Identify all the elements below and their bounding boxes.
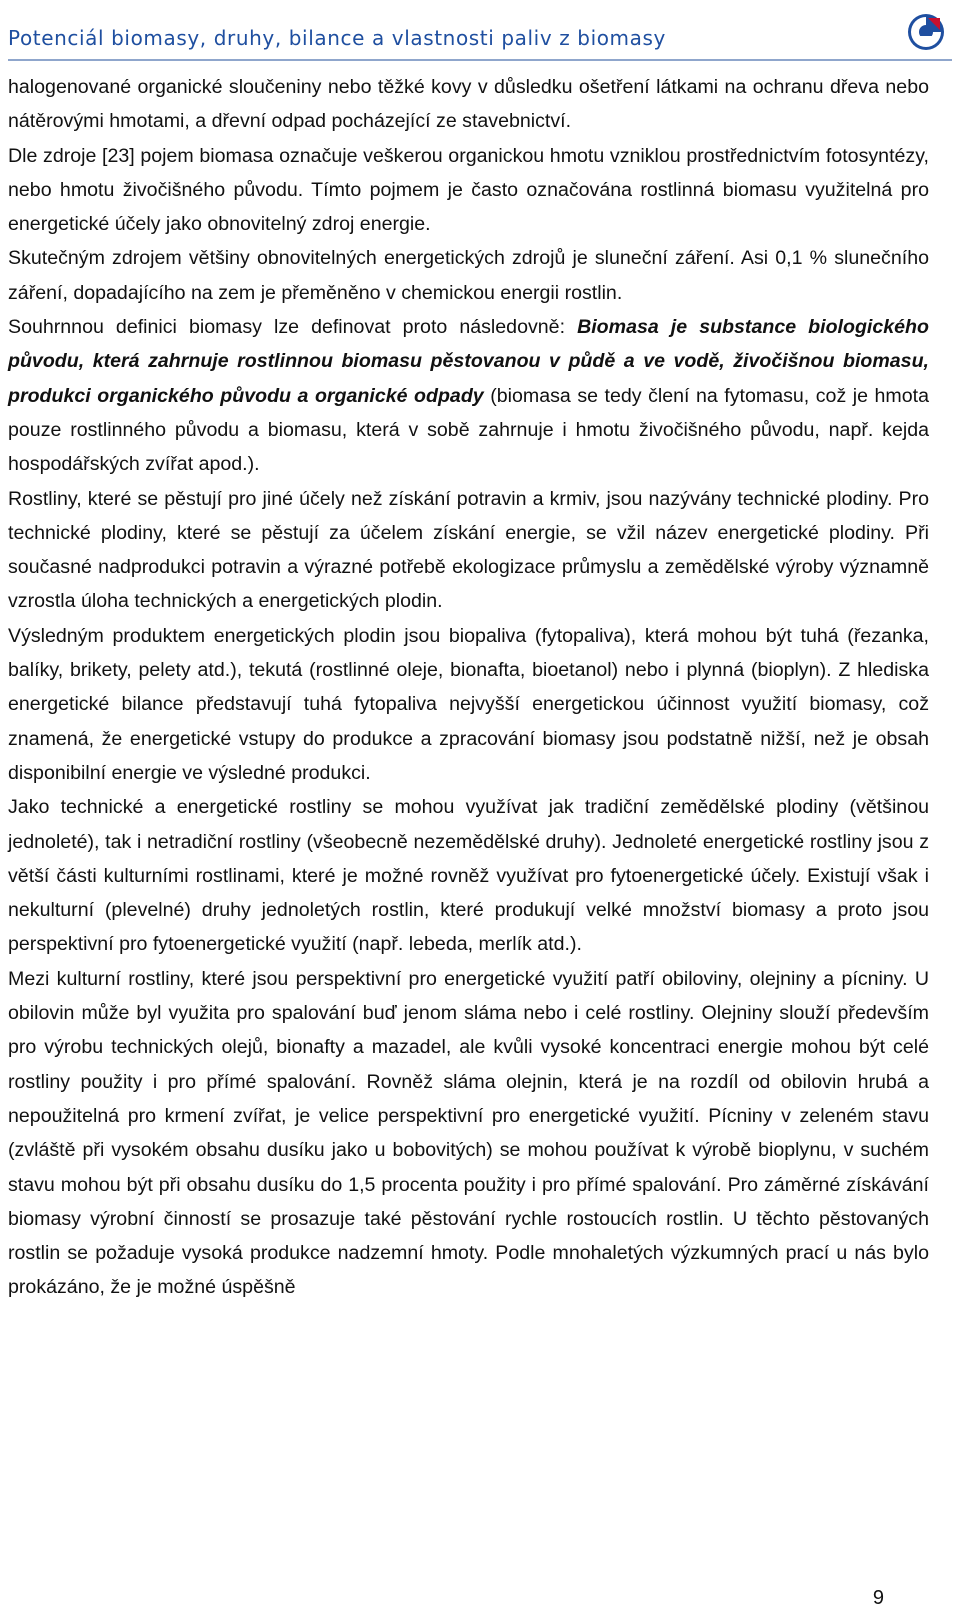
header-title: Potenciál biomasy, druhy, bilance a vlastnosti paliv z biomasy bbox=[8, 26, 666, 50]
definition-tail: (biomasa se tedy člení na fytomasu, což je hmota pouze rostlinného původu a biomasu, která v sobě zahrnuje i hmotu živočišného původu, např. kejda hospodářských zvířat apod.). bbox=[8, 384, 929, 476]
definition-lead: Souhrnnou definici biomasy lze definovat proto následovně: bbox=[8, 316, 578, 339]
body-text bbox=[8, 70, 929, 1305]
biomass-definition: Biomasa je substance biologického původu, která zahrnuje rostlinnou biomasu pěstovanou v půdě a ve vodě, živočišnou biomasu, produkci organického původu a organické odpady bbox=[8, 316, 929, 407]
running-header bbox=[8, 24, 952, 60]
paragraph: Rostliny, které se pěstují pro jiné účely než získání potravin a krmiv, jsou nazývány technické plodiny. Pro technické plodiny, které se pěstují za účelem získání energie, se vžil název energetické plodiny. Při současné nadprodukci potravin a výrazné potřebě ekologizace průmyslu a zemědělské výroby významně vzrostla úloha technických a energetických plodin. bbox=[8, 487, 929, 613]
paragraph: Skutečným zdrojem většiny obnovitelných energetických zdrojů je sluneční záření. Asi 0,1 % slunečního záření, dopadajícího na zem je přeměněno v chemickou energii rostlin. bbox=[8, 247, 929, 304]
paragraph: halogenované organické sloučeniny nebo těžké kovy v důsledku ošetření látkami na ochranu dřeva nebo nátěrovými hmotami, a dřevní odpad pocházející ze stavebnictví. bbox=[8, 76, 929, 133]
paragraph: Mezi kulturní rostliny, které jsou perspektivní pro energetické využití patří obiloviny, olejniny a pícniny. U obilovin může byl využita pro spalování buď jenom sláma nebo i celé rostliny. Olejniny slouží především pro výrobu technických olejů, bionafty a mazadel, ale kvůli vysoké koncentraci energie mohou být celé rostliny použity i pro přímé spalování. Rovněž sláma olejnin, která je na rozdíl od obilovin hrubá a nepoužitelná pro krmení zvířat, je velice perspektivní pro energetické využití. Pícniny v zeleném stavu (zvláště při vysokém obsahu dusíku jako u bobovitých) se mohou používat k výrobě bioplynu, v suchém stavu mohou být při obsahu dusíku do 1,5 procenta použity i pro přímé spalování. Pro záměrné získávání biomasy výrobní činností se prosazuje také pěstování rychle rostoucích rostlin. U těchto pěstovaných rostlin se požaduje vysoká produkce nadzemní hmoty. Podle mnohaletých výzkumných prací u nás bylo prokázáno, že je možné úspěšně bbox=[8, 967, 929, 1299]
page-number: 9 bbox=[872, 1587, 884, 1609]
paragraph: Výsledným produktem energetických plodin jsou biopaliva (fytopaliva), která mohou být tuhá (řezanka, balíky, brikety, pelety atd.), tekutá (rostlinné oleje, bionafta, bioetanol) nebo i plynná (bioplyn). Z hlediska energetické bilance představují tuhá fytopaliva nejvyšší energetickou účinnost využití biomasy, což znamená, že energetické vstupy do produkce a zpracování biomasy jsou podstatně nižší, než je obsah disponibilní energie ve výsledné produkci. bbox=[8, 624, 929, 784]
institution-logo-icon bbox=[906, 12, 946, 52]
header-divider bbox=[8, 59, 952, 61]
definition-paragraph bbox=[8, 310, 929, 481]
paragraph: Dle zdroje [23] pojem biomasa označuje veškerou organickou hmotu vzniklou prostřednictvím fotosyntézy, nebo hmotu živočišného původu. Tímto pojmem je často označována rostlinná biomasu využitelná pro energetické účely jako obnovitelný zdroj energie. bbox=[8, 144, 929, 236]
paragraph: Jako technické a energetické rostliny se mohou využívat jak tradiční zemědělské plodiny (většinou jednoleté), tak i netradiční rostliny (všeobecně nezemědělské druhy). Jednoleté energetické rostliny jsou z větší části kulturními rostlinami, které je možné rovněž využívat pro fytoenergetické účely. Existují však i nekulturní (plevelné) druhy jednoletých rostlin, které produkují velké množství biomasy a proto jsou perspektivní pro fytoenergetické využití (např. lebeda, merlík atd.). bbox=[8, 796, 929, 956]
